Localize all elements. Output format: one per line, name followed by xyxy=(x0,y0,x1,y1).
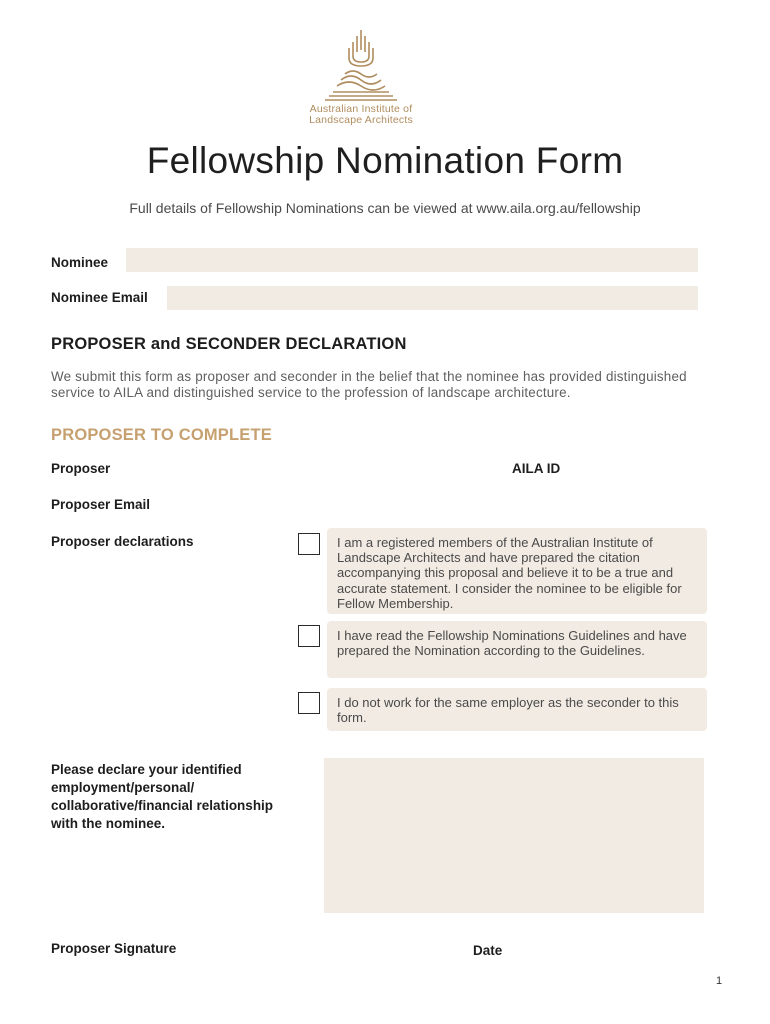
declaration-item-3-text: I do not work for the same employer as the seconder to this form. xyxy=(337,695,679,726)
aila-logo-icon xyxy=(315,28,407,104)
page-subtitle: Full details of Fellowship Nominations can be viewed at www.aila.org.au/fellowship xyxy=(129,200,641,216)
aila-id-label: AILA ID xyxy=(512,461,561,476)
proposer-email-label: Proposer Email xyxy=(51,497,151,512)
logo-text-line-1: Australian Institute of xyxy=(309,103,413,115)
page-number: 1 xyxy=(716,975,723,987)
relationship-label: Please declare your identified employment/personal/ collaborative/financial relationship with the nominee. xyxy=(51,762,274,831)
declaration-checkbox-2[interactable] xyxy=(298,625,320,647)
proposer-label: Proposer xyxy=(51,461,111,476)
relationship-field[interactable] xyxy=(324,758,704,913)
page-title: Fellowship Nomination Form xyxy=(146,140,624,181)
declaration-item-2-text: I have read the Fellowship Nominations Guidelines and have prepared the Nomination according to the Guidelines. xyxy=(337,628,687,659)
aila-logo xyxy=(300,28,422,140)
proposer-heading: PROPOSER TO COMPLETE xyxy=(51,426,272,444)
nominee-email-field[interactable] xyxy=(167,286,698,310)
declaration-checkbox-3[interactable] xyxy=(298,692,320,714)
date-label: Date xyxy=(473,943,503,958)
declaration-heading: PROPOSER and SECONDER DECLARATION xyxy=(51,335,407,353)
nominee-label: Nominee xyxy=(51,255,109,270)
nominee-email-label: Nominee Email xyxy=(51,290,148,305)
declaration-item-2 xyxy=(327,621,707,678)
declaration-item-1-text: I am a registered members of the Australian Institute of Landscape Architects and have prepared the citation accompanying this proposal and believe it to be a true and accurate statement. I consider the nominee to be eligible for Fellow Membership. xyxy=(337,535,682,611)
declaration-item-1 xyxy=(327,528,707,614)
declaration-checkbox-1[interactable] xyxy=(298,533,320,555)
proposer-declarations-label: Proposer declarations xyxy=(51,534,194,549)
proposer-signature-label: Proposer Signature xyxy=(51,941,177,956)
declaration-item-3 xyxy=(327,688,707,731)
logo-text-line-2: Landscape Architects xyxy=(309,114,413,126)
nominee-field[interactable] xyxy=(126,248,698,272)
declaration-text: We submit this form as proposer and seconder in the belief that the nominee has provided distinguished service to AILA and distinguished service to the profession of landscape architecture. xyxy=(51,369,687,400)
